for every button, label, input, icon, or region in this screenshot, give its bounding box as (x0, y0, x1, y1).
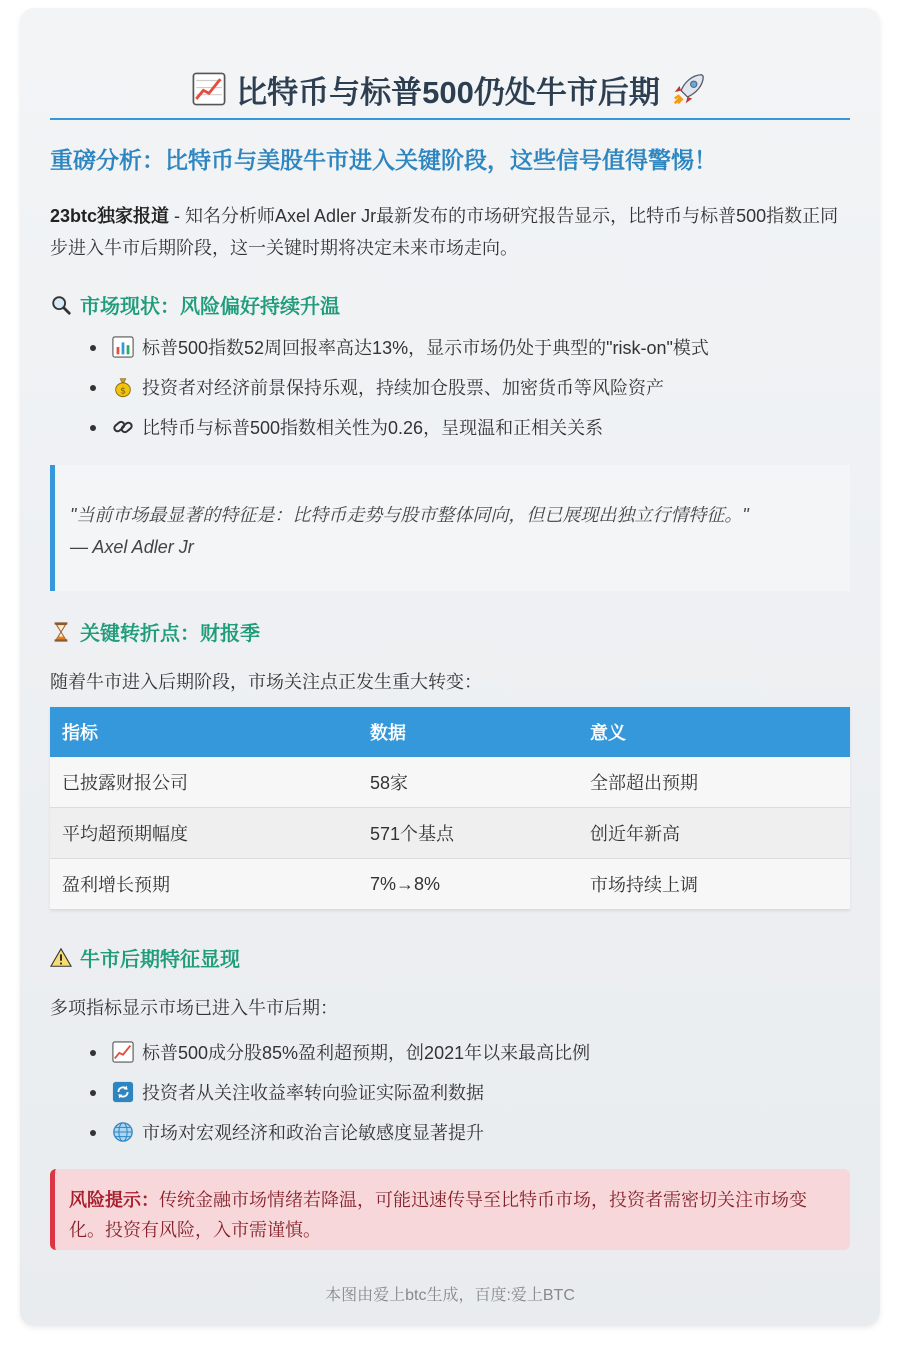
magnifier-icon (50, 294, 72, 316)
quote-author: — Axel Adler Jr (70, 537, 194, 557)
list-item-text: 标普500指数52周回报率高达13%，显示市场仍处于典型的"risk-on"模式 (142, 338, 709, 358)
intro-text: - 知名分析师Axel Adler Jr最新发布的市场研究报告显示，比特币与标普500指数正同步进入牛市后期阶段，这一关键时期将决定未来市场走向。 (50, 206, 839, 258)
list-item (50, 408, 850, 448)
arrows-cycle-icon (112, 1081, 134, 1103)
list-item-text: 投资者从关注收益率转向验证实际盈利数据 (142, 1083, 484, 1103)
link-icon (112, 416, 134, 438)
table-cell: 市场持续上调 (578, 859, 850, 910)
intro-paragraph (50, 200, 850, 264)
blockquote (50, 465, 850, 591)
table-row (50, 808, 850, 859)
risk-label: 风险提示： (69, 1190, 159, 1210)
list-item-text: 投资者对经济前景保持乐观，持续加仓股票、加密货币等风险资产 (142, 378, 664, 398)
list-item-text: 市场对宏观经济和政治言论敏感度显著提升 (142, 1123, 484, 1143)
table-header-cell: 数据 (358, 707, 578, 757)
title-text: 比特币与标普500仍处牛市后期 (236, 74, 660, 110)
section-intro: 随着牛市进入后期阶段，市场关注点正发生重大转变： (50, 672, 482, 692)
table-header-row (50, 707, 850, 757)
list-item (50, 328, 850, 368)
bar-chart-icon (112, 336, 134, 358)
late-bull-list (50, 1033, 850, 1153)
table-cell: 创近年新高 (578, 808, 850, 859)
risk-text: 传统金融市场情绪若降温，可能迅速传导至比特币市场，投资者需密切关注市场变化。投资有风险，入市需谨慎。 (69, 1190, 807, 1240)
list-item (50, 1033, 850, 1073)
table-cell: 571个基点 (358, 808, 578, 859)
article-card (20, 8, 880, 1326)
quote-text: "当前市场最显著的特征是：比特币走势与股市整体同向，但已展现出独立行情特征。" (70, 505, 749, 525)
list-item-text: 标普500成分股85%盈利超预期，创2021年以来最高比例 (142, 1043, 591, 1063)
chart-increasing-icon (192, 72, 226, 106)
svg-text:$: $ (120, 385, 126, 397)
article-subtitle: 重磅分析：比特币与美股牛市进入关键阶段，这些信号值得警惕！ (50, 147, 717, 173)
section-heading-market-status (50, 290, 850, 319)
table-cell: 58家 (358, 757, 578, 808)
risk-alert (50, 1169, 850, 1250)
market-status-list (50, 328, 850, 448)
table-row (50, 859, 850, 910)
section-intro: 多项指标显示市场已进入牛市后期： (50, 998, 338, 1018)
table-row (50, 757, 850, 808)
list-item (50, 368, 850, 408)
table-cell: 已披露财报公司 (50, 757, 358, 808)
page-title (50, 60, 850, 120)
table-cell: 全部超出预期 (578, 757, 850, 808)
warning-icon (50, 947, 72, 969)
table-cell: 平均超预期幅度 (50, 808, 358, 859)
section-heading-turning-point (50, 617, 850, 646)
list-item (50, 1073, 850, 1113)
metrics-table-wrapper (50, 707, 850, 910)
table-cell: 盈利增长预期 (50, 859, 358, 910)
section-heading-text: 市场现状：风险偏好持续升温 (80, 296, 340, 318)
section-heading-text: 牛市后期特征显现 (80, 949, 240, 971)
globe-icon (112, 1121, 134, 1143)
footer-note: 本图由爱上btc生成，百度:爱上BTC (325, 1287, 575, 1304)
metrics-table (50, 707, 850, 910)
money-bag-icon (112, 376, 134, 398)
table-cell: 7%→8% (358, 859, 578, 910)
section-heading-text: 关键转折点：财报季 (80, 623, 260, 645)
list-item-text: 比特币与标普500指数相关性为0.26，呈现温和正相关关系 (142, 418, 604, 438)
chart-increasing-icon (112, 1041, 134, 1063)
rocket-icon (670, 70, 708, 108)
list-item (50, 1113, 850, 1153)
source-label: 23btc独家报道 (50, 206, 170, 226)
hourglass-icon (50, 621, 72, 643)
section-heading-late-bull (50, 943, 850, 972)
table-header-cell: 意义 (578, 707, 850, 757)
table-header-cell: 指标 (50, 707, 358, 757)
